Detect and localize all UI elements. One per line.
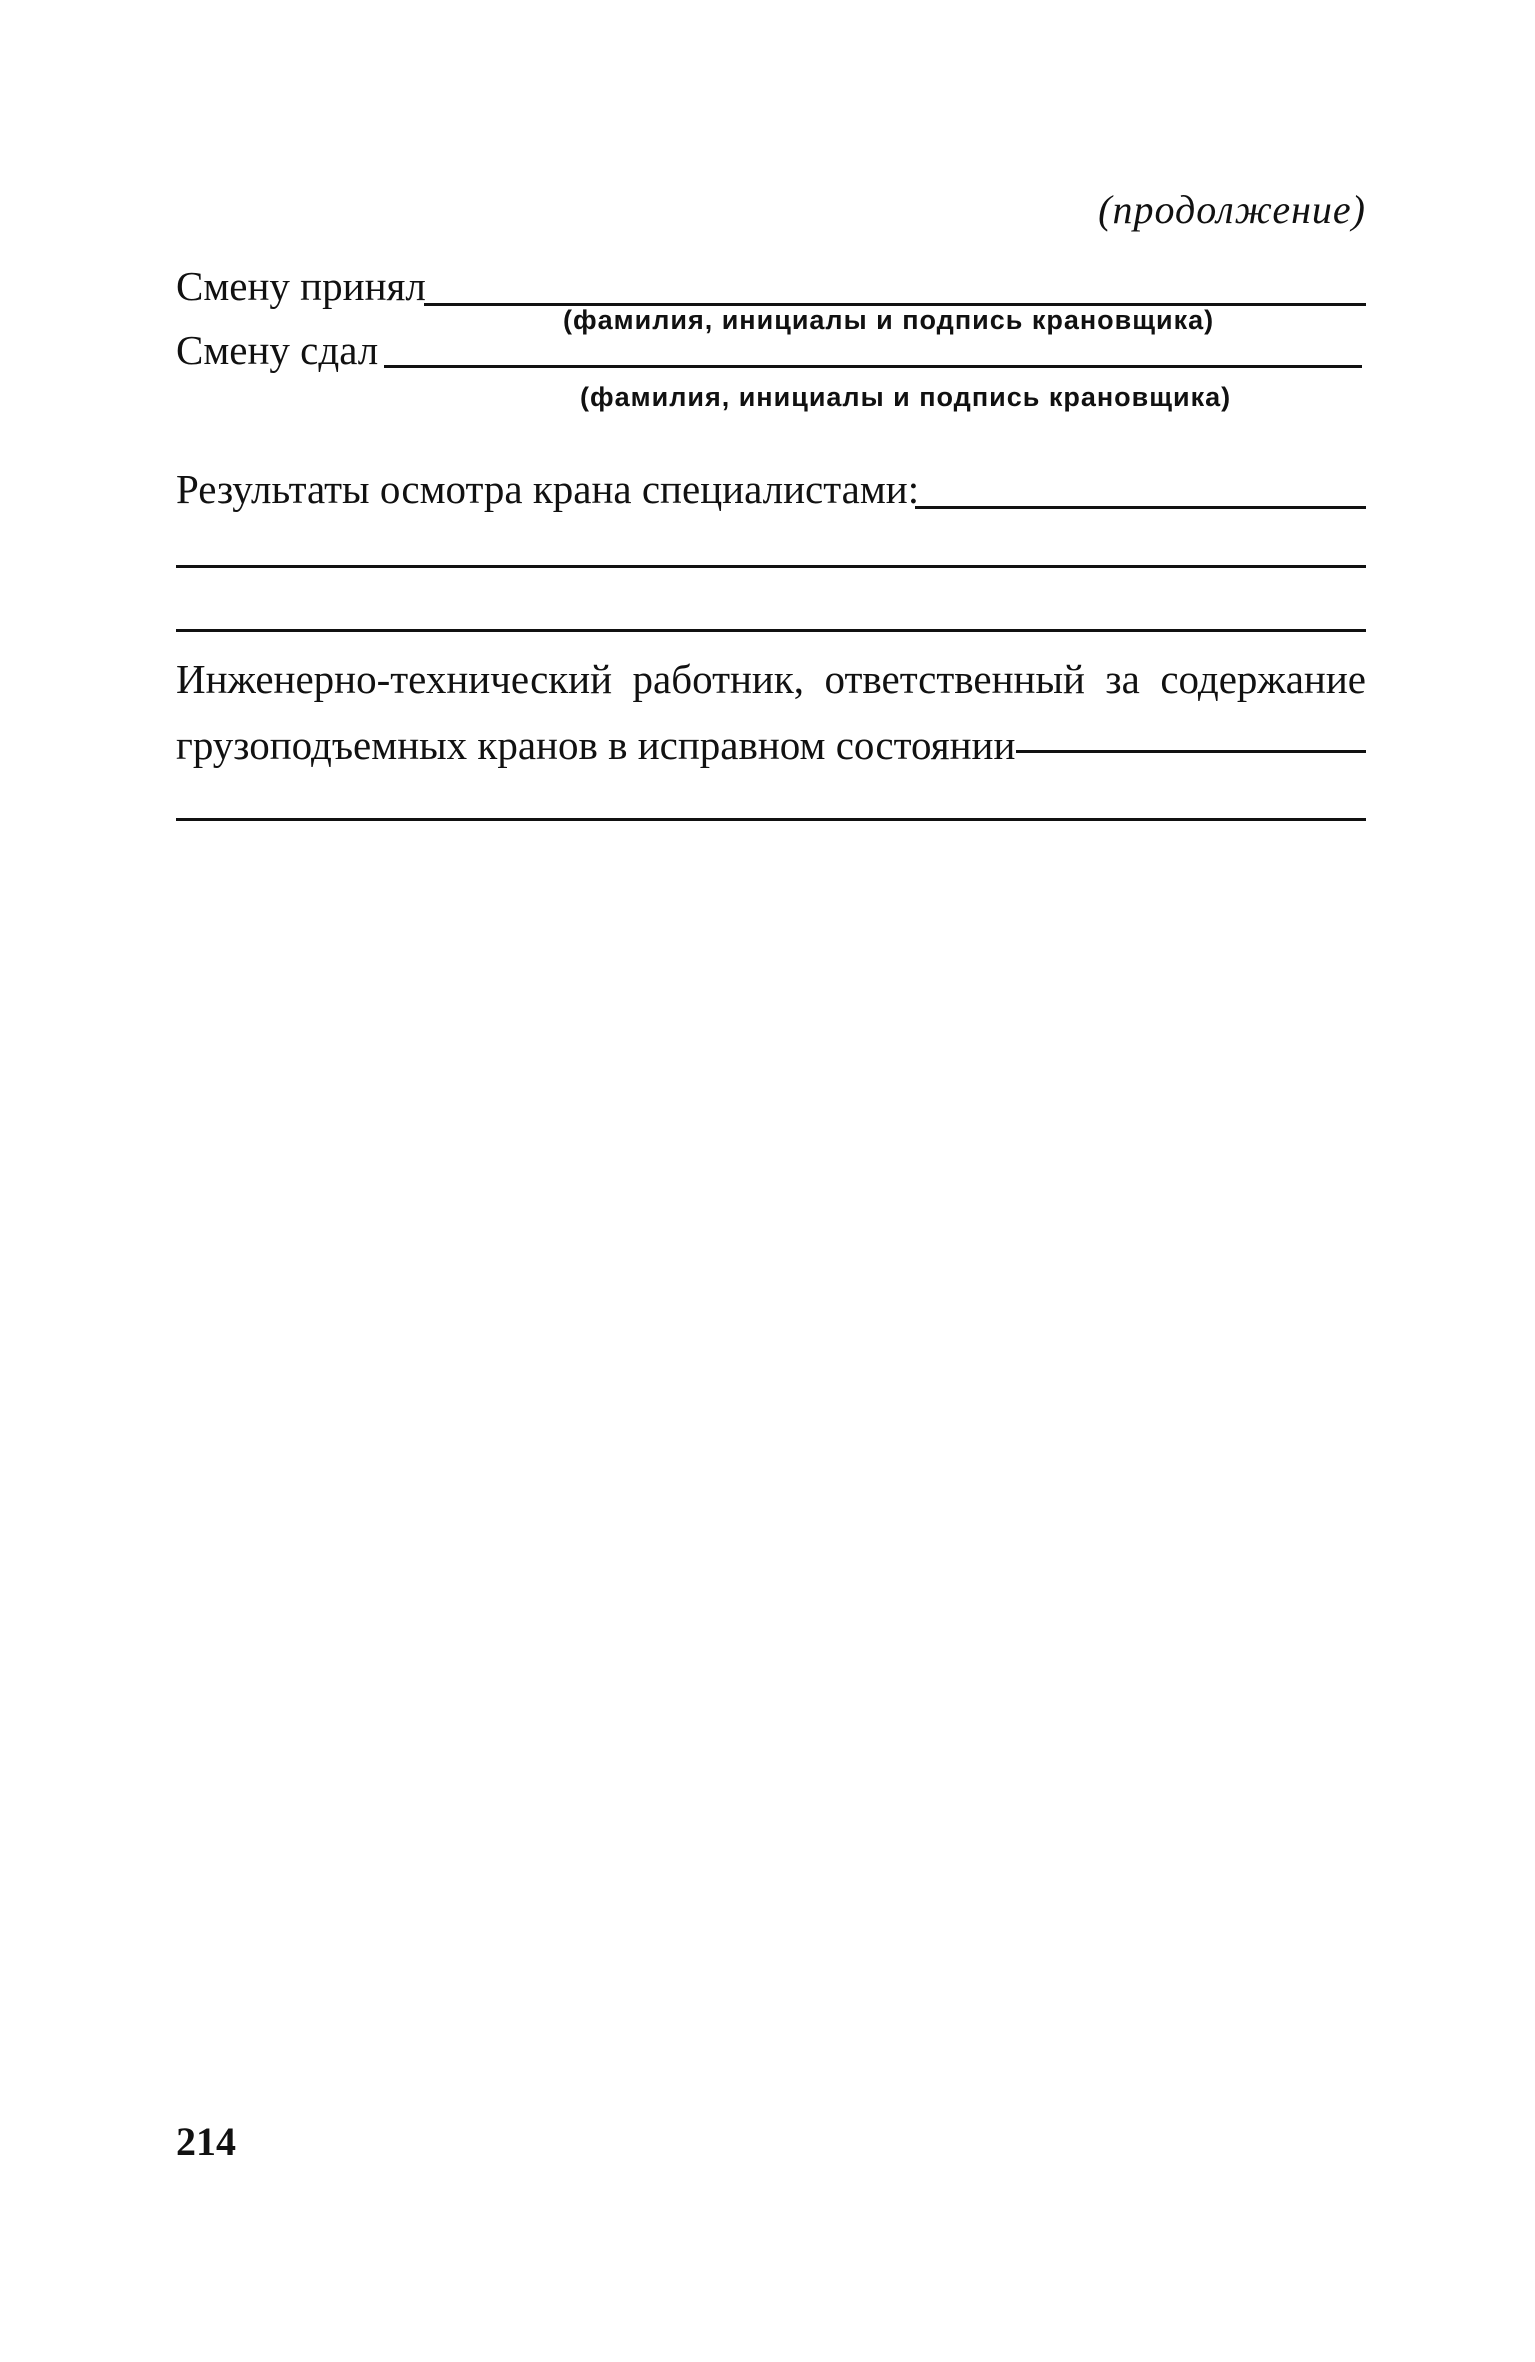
shift-handed-label: Смену сдал — [176, 327, 379, 373]
responsible-text-content: Инженерно-технический работник, ответственный за содержание грузоподъемных кранов в исправном состоянии — [176, 656, 1366, 768]
responsible-line-1 — [1016, 750, 1366, 753]
shift-accepted-label: Смену принял — [176, 263, 426, 309]
shift-accepted-caption: (фамилия, инициалы и подпись крановщика) — [563, 305, 1215, 335]
inspection-line-1 — [915, 506, 1366, 509]
inspection-line-3 — [176, 629, 1366, 632]
continuation-note: (продолжение) — [1098, 187, 1366, 232]
inspection-line-2 — [176, 565, 1366, 568]
shift-handed-caption: (фамилия, инициалы и подпись крановщика) — [580, 382, 1232, 412]
page-number: 214 — [176, 2119, 236, 2164]
shift-handed-line — [384, 365, 1362, 368]
responsible-line-2 — [176, 818, 1366, 821]
responsible-text — [176, 646, 1366, 778]
inspection-label: Результаты осмотра крана специалистами: — [176, 466, 920, 512]
